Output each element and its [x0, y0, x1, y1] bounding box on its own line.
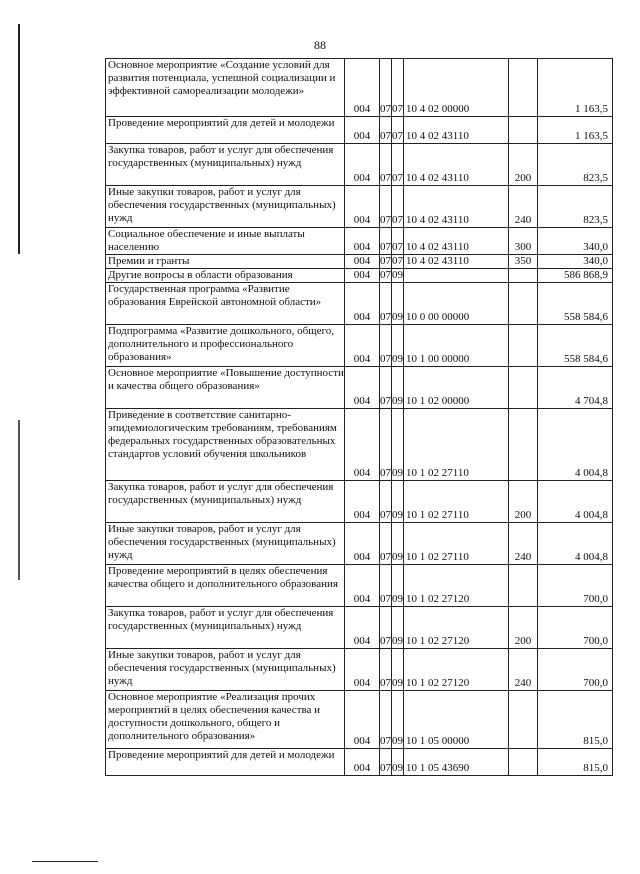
row-subsection: 09 [392, 481, 404, 523]
row-section: 07 [380, 367, 392, 409]
row-subsection: 09 [392, 607, 404, 649]
row-expense-type [509, 325, 538, 367]
row-target-article: 10 0 00 00000 [404, 283, 509, 325]
row-amount: 823,5 [538, 144, 613, 186]
row-expense-type: 200 [509, 481, 538, 523]
footnote-rule [32, 861, 98, 862]
table-row [106, 409, 613, 481]
row-name: Приведение в соответствие санитарно-эпидемиологическим требованиям, требованиям федеральных государственных образовательных стандартов условий обучения школьников [106, 409, 345, 481]
row-amount: 700,0 [538, 649, 613, 691]
row-target-article: 10 4 02 00000 [404, 59, 509, 117]
row-expense-type: 240 [509, 523, 538, 565]
page-number: 88 [314, 38, 326, 52]
table-row [106, 649, 613, 691]
row-amount: 558 584,6 [538, 283, 613, 325]
row-amount: 815,0 [538, 691, 613, 749]
row-name: Основное мероприятие «Реализация прочих мероприятий в целях обеспечения качества и доступности дошкольного, общего и дополнительного образования» [106, 691, 345, 749]
row-admin-code: 004 [345, 186, 380, 228]
row-admin-code: 004 [345, 367, 380, 409]
row-expense-type: 350 [509, 255, 538, 269]
row-subsection: 09 [392, 749, 404, 776]
row-name: Иные закупки товаров, работ и услуг для обеспечения государственных (муниципальных) нужд [106, 649, 345, 691]
row-name: Закупка товаров, работ и услуг для обеспечения государственных (муниципальных) нужд [106, 607, 345, 649]
row-section: 07 [380, 691, 392, 749]
row-amount: 340,0 [538, 255, 613, 269]
row-admin-code: 004 [345, 523, 380, 565]
scan-margin-line-lower [18, 420, 20, 580]
table-row [106, 523, 613, 565]
row-subsection: 07 [392, 59, 404, 117]
row-target-article: 10 4 02 43110 [404, 186, 509, 228]
row-name: Проведение мероприятий в целях обеспечения качества общего и дополнительного образования [106, 565, 345, 607]
row-section: 07 [380, 255, 391, 267]
scan-margin-line [18, 24, 20, 254]
row-section: 07 [380, 649, 392, 691]
row-section: 07 [380, 228, 392, 255]
row-name: Иные закупки товаров, работ и услуг для обеспечения государственных (муниципальных) нужд [106, 523, 345, 565]
row-amount: 4 004,8 [538, 409, 613, 481]
row-admin-code: 004 [345, 649, 380, 691]
table-row [106, 367, 613, 409]
row-target-article [404, 269, 509, 283]
row-admin-code: 004 [345, 283, 380, 325]
row-section: 07 [380, 269, 391, 281]
budget-table [105, 58, 613, 776]
row-amount: 558 584,6 [538, 325, 613, 367]
row-admin-code: 004 [345, 117, 380, 144]
table-row [106, 144, 613, 186]
row-expense-type: 240 [509, 649, 538, 691]
row-target-article: 10 1 00 00000 [404, 325, 509, 367]
row-section: 07 [380, 523, 392, 565]
row-admin-code: 004 [345, 255, 380, 269]
row-amount: 700,0 [538, 565, 613, 607]
row-amount: 4 004,8 [538, 481, 613, 523]
row-subsection: 07 [392, 117, 404, 144]
row-admin-code: 004 [345, 409, 380, 481]
row-amount: 700,0 [538, 607, 613, 649]
table-row [106, 59, 613, 117]
row-expense-type: 300 [509, 228, 538, 255]
row-expense-type: 240 [509, 186, 538, 228]
row-subsection: 09 [392, 367, 404, 409]
row-subsection: 09 [392, 691, 404, 749]
row-target-article: 10 1 02 27120 [404, 607, 509, 649]
row-expense-type [509, 117, 538, 144]
table-row [106, 186, 613, 228]
row-amount: 340,0 [538, 228, 613, 255]
table-row [106, 607, 613, 649]
row-target-article: 10 1 02 27110 [404, 409, 509, 481]
row-target-article: 10 1 02 27110 [404, 481, 509, 523]
row-admin-code: 004 [345, 607, 380, 649]
row-admin-code: 004 [345, 59, 380, 117]
row-target-article: 10 1 05 43690 [404, 749, 509, 776]
row-expense-type [509, 749, 538, 776]
row-section: 07 [380, 59, 392, 117]
row-admin-code: 004 [345, 749, 380, 776]
row-subsection: 09 [392, 409, 404, 481]
row-name: Государственная программа «Развитие образования Еврейской автономной области» [106, 283, 345, 325]
row-section: 07 [380, 144, 392, 186]
row-section: 07 [380, 565, 392, 607]
table-row [106, 691, 613, 749]
row-subsection: 09 [392, 325, 404, 367]
row-amount: 1 163,5 [538, 59, 613, 117]
row-section: 07 [380, 481, 392, 523]
row-amount: 586 868,9 [538, 269, 613, 283]
row-section: 07 [380, 186, 392, 228]
row-subsection: 07 [392, 255, 403, 267]
row-subsection: 09 [392, 565, 404, 607]
row-name: Проведение мероприятий для детей и молодежи [106, 117, 345, 144]
table-row [106, 255, 613, 269]
row-subsection: 09 [392, 523, 404, 565]
row-name: Основное мероприятие «Создание условий для развития потенциала, успешной социализации и эффективной самореализации молодежи» [106, 59, 345, 117]
row-subsection: 07 [392, 186, 404, 228]
budget-table-body [106, 59, 613, 776]
row-expense-type [509, 59, 538, 117]
row-expense-type [509, 565, 538, 607]
row-admin-code: 004 [345, 144, 380, 186]
row-section: 07 [380, 117, 392, 144]
row-name: Закупка товаров, работ и услуг для обеспечения государственных (муниципальных) нужд [106, 144, 345, 186]
row-amount: 4 704,8 [538, 367, 613, 409]
row-target-article: 10 1 02 27110 [404, 523, 509, 565]
row-expense-type [509, 691, 538, 749]
row-subsection: 09 [392, 649, 404, 691]
row-amount: 815,0 [538, 749, 613, 776]
row-section: 07 [380, 283, 392, 325]
row-admin-code: 004 [345, 228, 380, 255]
table-row [106, 565, 613, 607]
row-target-article: 10 1 02 27120 [404, 649, 509, 691]
row-name: Закупка товаров, работ и услуг для обеспечения государственных (муниципальных) нужд [106, 481, 345, 523]
table-row [106, 481, 613, 523]
row-subsection: 07 [392, 228, 404, 255]
table-row [106, 283, 613, 325]
row-target-article: 10 1 05 00000 [404, 691, 509, 749]
row-section: 07 [380, 409, 392, 481]
row-admin-code: 004 [345, 481, 380, 523]
row-name: Другие вопросы в области образования [106, 269, 345, 283]
row-name: Проведение мероприятий для детей и молодежи [106, 749, 345, 776]
row-name: Подпрограмма «Развитие дошкольного, общего, дополнительного и профессионального образования» [106, 325, 345, 367]
row-amount: 823,5 [538, 186, 613, 228]
table-row [106, 117, 613, 144]
table-row [106, 325, 613, 367]
row-section: 07 [380, 325, 392, 367]
row-admin-code: 004 [345, 325, 380, 367]
row-expense-type [509, 409, 538, 481]
row-admin-code: 004 [345, 269, 380, 283]
row-amount: 1 163,5 [538, 117, 613, 144]
row-target-article: 10 4 02 43110 [404, 255, 509, 269]
row-target-article: 10 4 02 43110 [404, 228, 509, 255]
row-name: Социальное обеспечение и иные выплаты населению [106, 228, 345, 255]
table-row [106, 269, 613, 283]
row-subsection: 09 [392, 269, 403, 281]
row-name: Основное мероприятие «Повышение доступности и качества общего образования» [106, 367, 345, 409]
row-expense-type [509, 367, 538, 409]
row-admin-code: 004 [345, 565, 380, 607]
row-expense-type [509, 269, 538, 283]
row-name: Иные закупки товаров, работ и услуг для обеспечения государственных (муниципальных) нужд [106, 186, 345, 228]
row-target-article: 10 1 02 00000 [404, 367, 509, 409]
row-expense-type: 200 [509, 607, 538, 649]
table-row [106, 228, 613, 255]
row-subsection: 09 [392, 283, 404, 325]
row-target-article: 10 4 02 43110 [404, 144, 509, 186]
row-target-article: 10 4 02 43110 [404, 117, 509, 144]
row-subsection: 07 [392, 144, 404, 186]
row-target-article: 10 1 02 27120 [404, 565, 509, 607]
row-expense-type [509, 283, 538, 325]
row-amount: 4 004,8 [538, 523, 613, 565]
row-section: 07 [380, 749, 392, 776]
row-section: 07 [380, 607, 392, 649]
row-admin-code: 004 [345, 691, 380, 749]
table-row [106, 749, 613, 776]
row-name: Премии и гранты [106, 255, 345, 269]
row-expense-type: 200 [509, 144, 538, 186]
